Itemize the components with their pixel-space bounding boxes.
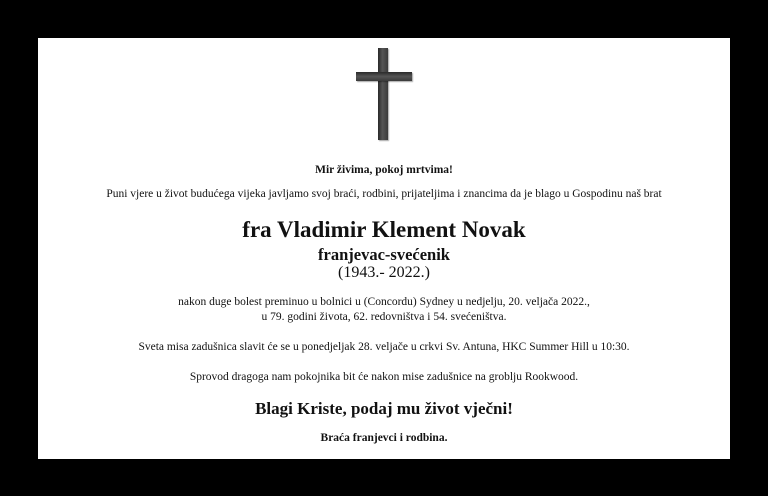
obituary-card — [38, 38, 730, 459]
funeral-text: Sprovod dragoga nam pokojnika bit će nakon mise zadušnice na groblju Rookwood. — [189, 371, 579, 383]
mass-text: Sveta misa zadušnica slavit će se u ponedjeljak 28. veljače u crkvi Sv. Antuna, HKC Summer Hill u 10:30. — [138, 341, 630, 353]
death-line-2: u 79. godini života, 62. redovništva i 54. svećeništva. — [261, 311, 507, 323]
signature-text: Braća franjevci i rodbina. — [320, 432, 448, 444]
prayer-text: Blagi Kriste, podaj mu život vječni! — [255, 399, 513, 418]
death-line-1: nakon duge bolest preminuo u bolnici u (Concordu) Sydney u nedjelju, 20. veljača 2022., — [178, 296, 590, 308]
deceased-years: (1943.- 2022.) — [338, 264, 430, 281]
deceased-title: franjevac-svećenik — [318, 245, 450, 264]
deceased-name: fra Vladimir Klement Novak — [242, 217, 526, 242]
cross-icon — [356, 48, 414, 140]
greeting-text: Mir živima, pokoj mrtvima! — [315, 164, 453, 176]
intro-text: Puni vjere u život budućega vijeka javljamo svoj braći, rodbini, prijateljima i znancima da je blago u Gospodinu naš brat — [106, 188, 662, 200]
